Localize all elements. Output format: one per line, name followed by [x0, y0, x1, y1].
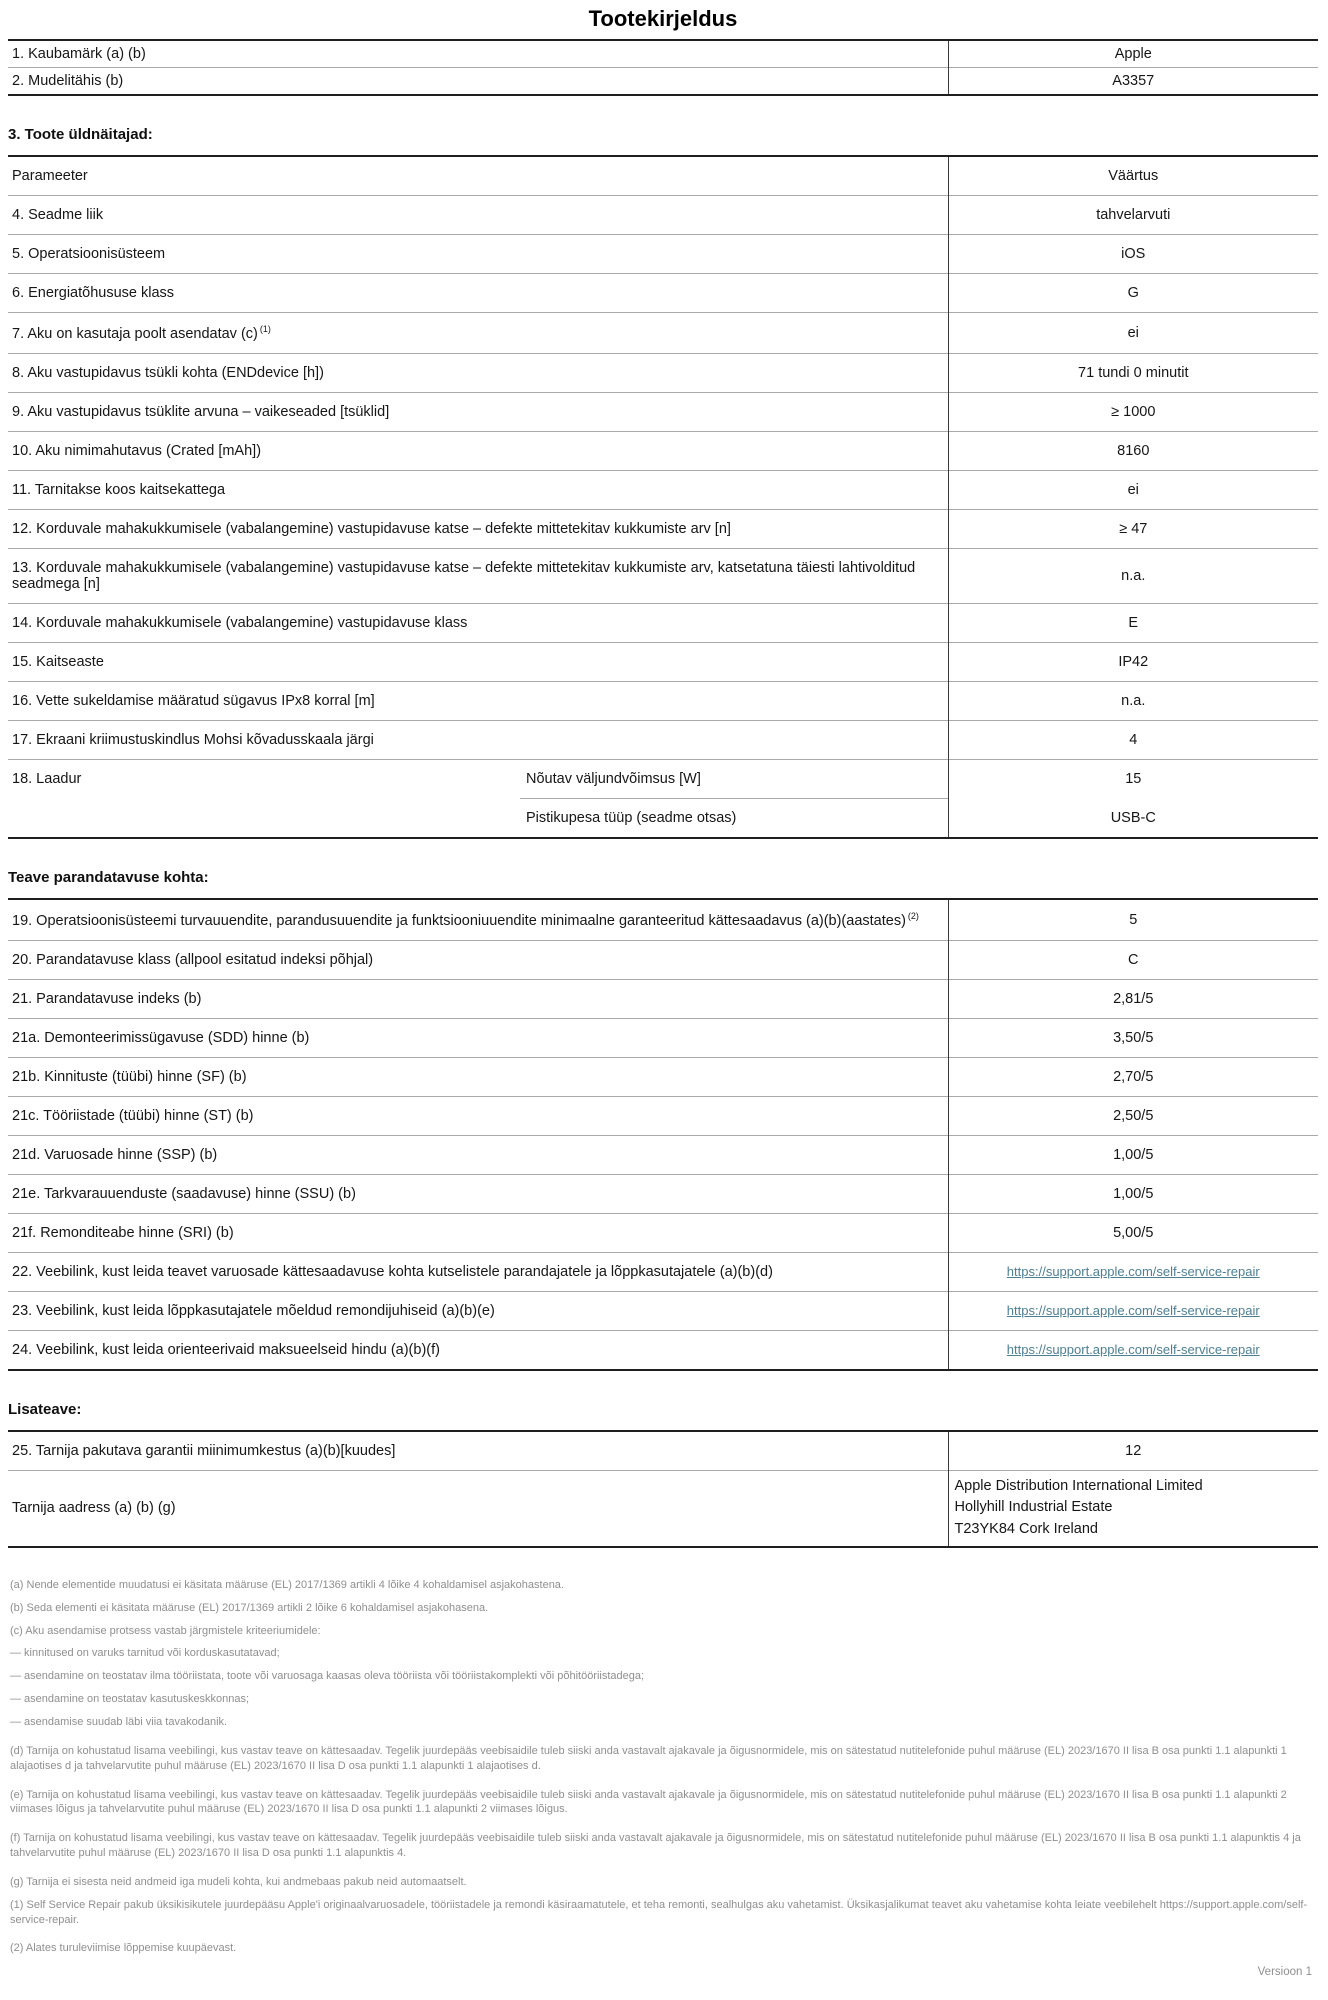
row-label-text: 20. Parandatavuse klass (allpool esitatud indeksi põhjal) [12, 951, 374, 968]
row-value [948, 392, 1318, 431]
section-heading-general: 3. Toote üldnäitajad: [8, 126, 153, 143]
row-value-text: C [1128, 951, 1139, 968]
table-header-row [8, 156, 1318, 196]
row-label [8, 979, 948, 1018]
version-label: Versioon 1 [1257, 1966, 1312, 1979]
row-label [8, 235, 948, 274]
row-value [948, 1057, 1318, 1096]
row-value [948, 940, 1318, 979]
repairability-table [8, 898, 1318, 1371]
row-label [8, 603, 948, 642]
row-label [8, 313, 948, 354]
identification-table-body [8, 40, 1318, 95]
address-line: Apple Distribution International Limited [954, 1477, 1203, 1494]
row-value [948, 1291, 1318, 1330]
footnote: — asendamise suudab läbi viia tavakodanik. [10, 1715, 228, 1728]
footnote: — kinnitused on varuks tarnitud või korduskasutatavad; [10, 1647, 280, 1660]
row-label [8, 899, 948, 940]
table-row [8, 235, 1318, 274]
row-value-text: A3357 [1112, 73, 1155, 89]
value-link[interactable]: https://support.apple.com/self-service-repair [1006, 1263, 1260, 1279]
supplier-address-label: Tarnija aadress (a) (b) (g) [8, 1470, 948, 1547]
table-row [8, 1135, 1318, 1174]
row-label-text: 21c. Tööriistade (tüübi) hinne (ST) (b) [12, 1107, 254, 1124]
row-value [948, 899, 1318, 940]
row-value-text: n.a. [1121, 692, 1146, 709]
section-heading-repairability: Teave parandatavuse kohta: [8, 868, 209, 886]
footnote: (2) Alates turuleviimise lõppemise kuupäevast. [10, 1942, 237, 1955]
charger-subparam: Pistikupesa tüüp (seadme otsas) [520, 798, 948, 838]
row-value-text: 4 [1129, 731, 1138, 748]
table-row [8, 979, 1318, 1018]
footnote: (c) Aku asendamise protsess vastab järgmistele kriteeriumidele: [10, 1624, 321, 1637]
row-label-text: 19. Operatsioonisüsteemi turvauuendite, parandusuuendite ja funktsiooniuuendite minimaalne garanteeritud kättesaadavus (a)(b)(aastates) [12, 912, 906, 929]
additional-table-body [8, 1431, 1318, 1547]
table-row [8, 313, 1318, 354]
row-label-text: 21b. Kinnituste (tüübi) hinne (SF) (b) [12, 1068, 247, 1085]
table-row [8, 642, 1318, 681]
row-value-text: ei [1127, 481, 1139, 498]
row-label-text: 12. Korduvale mahakukkumisele (vabalangemine) vastupidavuse katse – defekte mittetekitav kukkumiste arv [n] [12, 520, 731, 537]
table-row [8, 196, 1318, 235]
table-row [8, 940, 1318, 979]
row-label-text: 7. Aku on kasutaja poolt asendatav (c) [12, 325, 258, 342]
row-label [8, 1431, 948, 1471]
footnote-reference: (2) [907, 910, 919, 921]
address-line: Hollyhill Industrial Estate [954, 1499, 1113, 1516]
row-label-text: 23. Veebilink, kust leida lõppkasutajatele mõeldud remondijuhiseid (a)(b)(e) [12, 1302, 495, 1319]
row-value-text: 2,81/5 [1113, 990, 1154, 1007]
charger-subvalue: 15 [948, 759, 1318, 798]
row-label-text: 16. Vette sukeldamise määratud sügavus IPx8 korral [m] [12, 692, 375, 709]
row-label [8, 681, 948, 720]
row-label [8, 68, 948, 96]
row-label [8, 274, 948, 313]
table-row [8, 68, 1318, 96]
repairability-table-body [8, 899, 1318, 1370]
row-value-text: 2,50/5 [1113, 1107, 1154, 1124]
footnote: — asendamine on teostatav kasutuskeskkonnas; [10, 1693, 250, 1706]
row-label [8, 1096, 948, 1135]
row-label [8, 392, 948, 431]
row-label [8, 431, 948, 470]
row-value [948, 509, 1318, 548]
row-value-text: IP42 [1118, 653, 1149, 670]
table-row [8, 1174, 1318, 1213]
row-label [8, 1174, 948, 1213]
row-value-text: n.a. [1121, 567, 1146, 584]
row-label-text: 21a. Demonteerimissügavuse (SDD) hinne (b) [12, 1029, 310, 1046]
table-row [8, 470, 1318, 509]
row-value-text: ≥ 47 [1119, 520, 1148, 537]
footnote: (d) Tarnija on kohustatud lisama veebilingi, kus vastav teave on kättesaadav. Tegelik juurdepääs veebisaidile tuleb siiski anda vastavalt ajakavale ja õigusnormidele, mis on sätestatud nutitelefonide puhul määruse (EL) 2023/1670 II lisa B osa punkti 1.1 alapunkti 1 alajaotises d ja tahvelarvutite puhul määruse (EL) 2023/1670 II lisa D osa punkti 1.1 alapunkti 1 alajaotises d. [10, 1744, 1287, 1772]
row-value [948, 1174, 1318, 1213]
table-row [8, 899, 1318, 940]
row-value-text: 5,00/5 [1113, 1224, 1154, 1241]
row-label-text: 17. Ekraani kriimustuskindlus Mohsi kõvadusskaala järgi [12, 731, 374, 748]
row-value [948, 1213, 1318, 1252]
section-heading-additional: Lisateave: [8, 1400, 82, 1418]
additional-table [8, 1430, 1318, 1548]
row-label-text: 21e. Tarkvarauuenduste (saadavuse) hinne (SSU) (b) [12, 1185, 356, 1202]
row-value [948, 470, 1318, 509]
row-label-text: 8. Aku vastupidavus tsükli kohta (ENDdevice [h]) [12, 364, 324, 381]
charger-row [8, 759, 1318, 798]
row-value [948, 548, 1318, 603]
row-value [948, 274, 1318, 313]
row-label-text: 2. Mudelitähis (b) [12, 73, 124, 89]
row-value [948, 196, 1318, 235]
row-value-text: iOS [1121, 246, 1146, 262]
row-value [948, 1431, 1318, 1471]
row-value-text: ≥ 1000 [1111, 403, 1156, 420]
supplier-address-row [8, 1470, 1318, 1547]
row-label [8, 1018, 948, 1057]
footnote: (f) Tarnija on kohustatud lisama veebilingi, kus vastav teave on kättesaadav. Tegelik juurdepääs veebisaidile tuleb siiski anda vastavalt ajakavale ja õigusnormidele, mis on sätestatud nutitelefonide puhul määruse (EL) 2023/1670 II lisa B osa punkti 1.1 alapunktis 4 ja tahvelarvutite puhul määruse (EL) 2023/1670 II lisa D osa punkti 1.1 alapunktis 4. [10, 1832, 1301, 1860]
row-label-text: 10. Aku nimimahutavus (Crated [mAh]) [12, 442, 262, 459]
row-label-text: 1. Kaubamärk (a) (b) [12, 46, 146, 62]
row-label-text: 15. Kaitseaste [12, 653, 104, 670]
footnote: (a) Nende elementide muudatusi ei käsitata määruse (EL) 2017/1369 artikli 4 lõike 4 kohaldamisel asjakohastena. [10, 1578, 564, 1591]
table-row [8, 40, 1318, 68]
row-label-text: 5. Operatsioonisüsteem [12, 246, 166, 262]
row-value [948, 681, 1318, 720]
row-label-text: 21. Parandatavuse indeks (b) [12, 990, 202, 1007]
row-label [8, 470, 948, 509]
row-value [948, 1135, 1318, 1174]
row-label-text: 14. Korduvale mahakukkumisele (vabalangemine) vastupidavuse klass [12, 614, 468, 631]
row-label-text: 11. Tarnitakse koos kaitsekattega [12, 481, 226, 498]
row-value-text: 3,50/5 [1113, 1029, 1154, 1046]
row-value [948, 979, 1318, 1018]
row-label [8, 1252, 948, 1291]
table-row [8, 603, 1318, 642]
table-row [8, 1018, 1318, 1057]
row-value-text: tahvelarvuti [1096, 207, 1171, 223]
row-value [948, 313, 1318, 354]
row-value-text: 1,00/5 [1113, 1185, 1154, 1202]
row-label-text: 25. Tarnija pakutava garantii miinimumkestus (a)(b)[kuudes] [12, 1442, 396, 1459]
row-label [8, 940, 948, 979]
row-value [948, 1018, 1318, 1057]
row-value [948, 353, 1318, 392]
row-value [948, 1330, 1318, 1370]
general-table [8, 155, 1318, 839]
table-row [8, 509, 1318, 548]
table-row [8, 392, 1318, 431]
table-row [8, 1213, 1318, 1252]
row-label [8, 642, 948, 681]
row-label [8, 353, 948, 392]
identification-table [8, 39, 1318, 96]
footnotes [8, 1578, 1318, 1956]
value-link[interactable]: https://support.apple.com/self-service-repair [1006, 1341, 1260, 1357]
row-value-text: 1,00/5 [1113, 1146, 1154, 1163]
row-label-text: 6. Energiatõhususe klass [12, 285, 175, 301]
row-label [8, 1057, 948, 1096]
row-value [948, 235, 1318, 274]
row-value [948, 642, 1318, 681]
table-row [8, 1252, 1318, 1291]
row-value [948, 431, 1318, 470]
row-label [8, 548, 948, 603]
row-value [948, 720, 1318, 759]
row-value-text: 8160 [1117, 442, 1150, 459]
row-label-text: 24. Veebilink, kust leida orienteerivaid maksueelseid hindu (a)(b)(f) [12, 1341, 440, 1358]
row-label [8, 40, 948, 68]
footnote-reference: (1) [259, 324, 271, 334]
row-label-text: 13. Korduvale mahakukkumisele (vabalangemine) vastupidavuse katse – defekte mittetekitav kukkumiste arv, katsetatuna täiesti lahtivolditud seadmega [n] [12, 559, 916, 592]
table-row [8, 1330, 1318, 1370]
row-label [8, 1213, 948, 1252]
row-value-text: 12 [1125, 1442, 1142, 1459]
table-row [8, 431, 1318, 470]
charger-subparam: Nõutav väljundvõimsus [W] [520, 759, 948, 798]
row-label-text: 4. Seadme liik [12, 207, 104, 223]
supplier-address-value [948, 1470, 1318, 1547]
row-value-text: Apple [1114, 46, 1152, 62]
row-value [948, 40, 1318, 68]
row-label [8, 196, 948, 235]
row-label [8, 720, 948, 759]
column-header-value: Väärtus [948, 156, 1318, 196]
table-row [8, 720, 1318, 759]
row-value-text: 71 tundi 0 minutit [1078, 364, 1189, 381]
footnote: (e) Tarnija on kohustatud lisama veebilingi, kus vastav teave on kättesaadav. Tegelik juurdepääs veebisaidile tuleb siiski anda vastavalt ajakavale ja õigusnormidele, mis on sätestatud nutitelefonide puhul määruse (EL) 2023/1670 II lisa B osa punkti 1.1 alapunkti 2 viimases lõigus ja tahvelarvutite puhul määruse (EL) 2023/1670 II lisa D osa punkti 1.1 alapunkti 2 viimases lõigus. [10, 1788, 1287, 1816]
row-label [8, 1135, 948, 1174]
table-row [8, 1291, 1318, 1330]
row-value [948, 603, 1318, 642]
table-row [8, 681, 1318, 720]
table-row [8, 548, 1318, 603]
general-table-body [8, 156, 1318, 838]
footnote: — asendamine on teostatav ilma tööriistata, toote või varuosaga kaasas oleva tööriista või tööriistakomplekti või põhitööriistadega; [10, 1670, 645, 1683]
row-value-text: E [1128, 614, 1139, 631]
row-value-text: G [1127, 285, 1139, 301]
row-value-text: 2,70/5 [1113, 1068, 1154, 1085]
row-value [948, 1252, 1318, 1291]
row-value-text: 5 [1129, 911, 1138, 928]
row-label-text: 22. Veebilink, kust leida teavet varuosade kättesaadavuse kohta kutselistele parandajatele ja lõppkasutajatele (a)(b)(d) [12, 1263, 773, 1280]
row-label-text: 21d. Varuosade hinne (SSP) (b) [12, 1146, 218, 1163]
row-value [948, 68, 1318, 96]
address-line: T23YK84 Cork Ireland [954, 1521, 1098, 1538]
table-row [8, 1431, 1318, 1471]
row-label [8, 1291, 948, 1330]
row-label-text: 21f. Remonditeabe hinne (SRI) (b) [12, 1224, 234, 1241]
value-link[interactable]: https://support.apple.com/self-service-repair [1006, 1302, 1260, 1318]
table-row [8, 353, 1318, 392]
column-header-parameter: Parameeter [12, 168, 88, 184]
row-value-text: ei [1127, 324, 1139, 341]
page-title: Tootekirjeldus [588, 6, 738, 31]
table-row [8, 1057, 1318, 1096]
row-value [948, 1096, 1318, 1135]
table-row [8, 274, 1318, 313]
charger-subvalue: USB-C [948, 798, 1318, 838]
row-label-text: 9. Aku vastupidavus tsüklite arvuna – vaikeseaded [tsüklid] [12, 403, 390, 420]
footnote: (g) Tarnija ei sisesta neid andmeid iga mudeli kohta, kui andmebaas pakub neid automaatselt. [10, 1875, 467, 1888]
table-row [8, 1096, 1318, 1135]
footnote: (1) Self Service Repair pakub üksikisikutele juurdepääsu Apple'i originaalvaruosadele, tööriistadele ja remondi käsiraamatutele, et teha remonti, sealhulgas aku vahetamist. Üksikasjalikumat teavet aku vahetamise kohta leiate veebilehelt https://support.apple.com/self-service-repair. [10, 1898, 1308, 1926]
charger-label: 18. Laadur [8, 759, 520, 838]
footnote: (b) Seda elementi ei käsitata määruse (EL) 2017/1369 artikli 2 lõike 6 kohaldamisel asjakohasena. [10, 1601, 489, 1614]
row-label [8, 1330, 948, 1370]
row-label [8, 509, 948, 548]
